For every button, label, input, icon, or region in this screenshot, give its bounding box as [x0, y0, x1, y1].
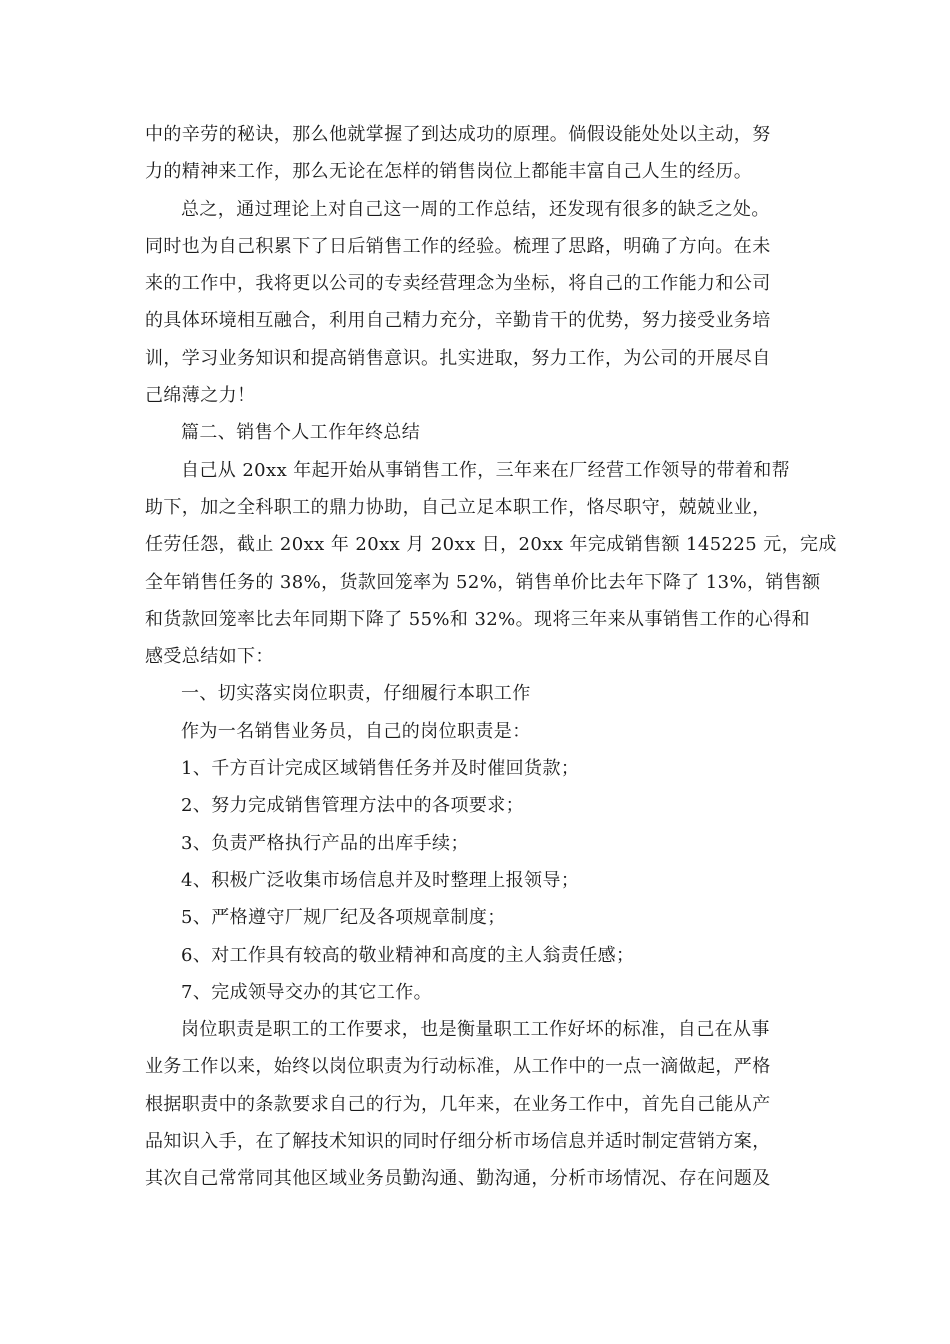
text-line: 篇二、销售个人工作年终总结: [181, 422, 421, 444]
text-line: 7、完成领导交办的其它工作。: [181, 981, 433, 1003]
text-line: 岗位职责是职工的工作要求，也是衡量职工工作好坏的标准，自己在从事: [181, 1019, 770, 1041]
text-line: 5、严格遵守厂规厂纪及各项规章制度；: [181, 907, 506, 929]
text-line: 作为一名销售业务员，自己的岗位职责是：: [181, 720, 531, 742]
text-line: 任劳任怨，截止 20xx 年 20xx 月 20xx 日，20xx 年完成销售额 145225 元，完成: [145, 534, 837, 556]
text-line: 6、对工作具有较高的敬业精神和高度的主人翁责任感；: [181, 944, 635, 966]
text-line: 全年销售任务的 38%，货款回笼率为 52%，销售单价比去年下降了 13%，销售额: [145, 571, 821, 593]
text-line: 根据职责中的条款要求自己的行为，几年来，在业务工作中，首先自己能从产: [145, 1093, 771, 1115]
text-line: 总之，通过理论上对自己这一周的工作总结，还发现有很多的缺乏之处。: [181, 198, 770, 220]
text-line: 训，学习业务知识和提高销售意识。扎实进取，努力工作，为公司的开展尽自: [145, 347, 771, 369]
text-line: 3、负责严格执行产品的出库手续；: [181, 832, 469, 854]
text-line: 力的精神来工作，那么无论在怎样的销售岗位上都能丰富自己人生的经历。: [145, 161, 753, 183]
document-body: [145, 116, 837, 1198]
text-line: 4、积极广泛收集市场信息并及时整理上报领导；: [181, 869, 580, 891]
text-line: 助下，加之全科职工的鼎力协助，自己立足本职工作，恪尽职守，兢兢业业，: [145, 496, 771, 518]
text-line: 中的辛劳的秘诀，那么他就掌握了到达成功的原理。倘假设能处处以主动，努: [145, 124, 771, 145]
text-line: 2、努力完成销售管理方法中的各项要求；: [181, 795, 525, 817]
text-line: 同时也为自己积累下了日后销售工作的经验。梳理了思路，明确了方向。在未: [145, 235, 771, 257]
text-line: 己绵薄之力！: [145, 385, 256, 407]
text-line: 品知识入手，在了解技术知识的同时仔细分析市场信息并适时制定营销方案，: [145, 1131, 771, 1153]
text-line: 和货款回笼率比去年同期下降了 55%和 32%。现将三年来从事销售工作的心得和: [145, 608, 811, 630]
text-line: 感受总结如下：: [145, 646, 274, 668]
text-line: 自己从 20xx 年起开始从事销售工作，三年来在厂经营工作领导的带着和帮: [181, 459, 791, 481]
text-line: 其次自己常常同其他区域业务员勤沟通、勤沟通，分析市场情况、存在问题及: [145, 1168, 771, 1190]
text-line: 一、切实落实岗位职责，仔细履行本职工作: [181, 683, 531, 705]
text-line: 业务工作以来，始终以岗位职责为行动标准，从工作中的一点一滴做起，严格: [145, 1056, 771, 1078]
text-line: 的具体环境相互融合，利用自己精力充分，辛勤肯干的优势，努力接受业务培: [145, 310, 771, 332]
text-line: 来的工作中，我将更以公司的专卖经营理念为坐标，将自己的工作能力和公司: [145, 273, 771, 295]
text-line: 1、千方百计完成区域销售任务并及时催回货款；: [181, 758, 580, 780]
